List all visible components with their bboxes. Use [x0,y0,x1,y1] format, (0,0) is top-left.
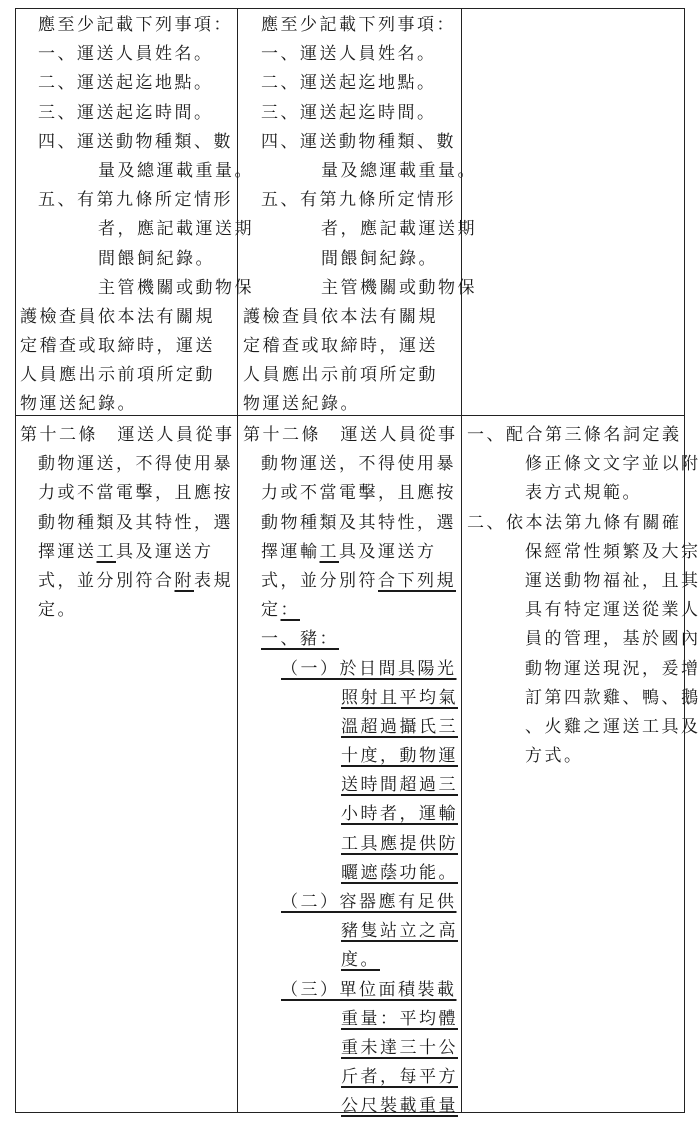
text-line: 主管機關或動物保 [321,277,477,298]
text-line [243,800,460,829]
cell-top-new-text [243,11,477,420]
text-line: 保經常性頻繁及大宗 [525,541,700,562]
text-line [243,1063,460,1092]
text-line: 動物運送，不得使用暴 [38,454,233,475]
amended-text: 工 [319,541,339,562]
cell-article12-old-text [20,421,236,625]
amended-text: 工 [96,541,116,562]
text-line [243,625,460,654]
amended-text: 曬遮蔭功能。 [341,862,458,883]
text-line [243,1034,460,1063]
amended-text: 一、豬： [261,629,339,650]
text-line [243,655,460,684]
text-line: 一、運送人員姓名。 [38,44,214,65]
text-line: 定稽查或取締時，運送 [20,336,215,357]
text-line [243,830,460,859]
cell-article12-explanation [467,421,700,771]
text-line: 擇運送工具及運送方 [38,541,214,562]
comparison-table [15,8,700,1117]
text-line: 間餵飼紀錄。 [98,248,215,269]
amended-text: 重未達三十公 [341,1037,458,1058]
amended-text: 斤者，每平方 [341,1067,458,1088]
text-line: 一、運送人員姓名。 [261,44,437,65]
text-line: 定： [261,600,300,621]
text-line: 力或不當電擊，且應按 [261,483,456,504]
text-line: 護檢查員依本法有關規 [20,306,215,327]
cell-article12-new-text [243,421,460,1122]
text-line: 訂第四款雞、鴨、鵝 [525,687,700,708]
text-line: 力或不當電擊，且應按 [38,483,233,504]
amended-text: 溫超過攝氏三 [341,716,458,737]
text-line: 定稽查或取締時，運送 [243,336,438,357]
text-line: 應至少記載下列事項： [38,15,233,35]
text-line [243,946,460,975]
text-line [243,1092,460,1121]
text-line: 員的管理，基於國內 [525,629,700,650]
text-line: 式，並分別符合下列規 [261,570,456,591]
text-line [243,976,460,1005]
text-line: 人員應出示前項所定動 [20,365,215,386]
amended-text: ： [280,600,300,621]
text-line: 式，並分別符合附表規 [38,570,233,591]
text-line: 定。 [38,600,77,621]
text-line: 三、運送起迄時間。 [261,102,437,123]
text-line: 動物種類及其特性，選 [261,512,456,533]
text-line: 二、運送起迄地點。 [261,73,437,94]
text-line: 者，應記載運送期 [321,219,477,240]
text-line: 動物運送現況，爰增 [525,658,700,679]
text-line: 三、運送起迄時間。 [38,102,214,123]
text-line: 四、運送動物種類、數 [38,131,233,152]
text-line [243,713,460,742]
text-line: 運送動物福祉，且其 [525,570,700,591]
amended-text: 合下列規 [378,570,456,591]
amended-text: 重量：平均體 [341,1008,458,1029]
amended-text: 公尺裝載重量 [341,1096,458,1117]
amended-text: 豬隻站立之高 [341,921,458,942]
amended-text: （二）容器應有足供 [281,892,457,912]
amended-text: 度。 [341,950,380,971]
cell-top-old-text [20,11,254,420]
text-line: 動物種類及其特性，選 [38,512,233,533]
text-line: 五、有第九條所定情形 [261,190,456,211]
text-line: 五、有第九條所定情形 [38,190,233,211]
text-line [243,859,460,888]
text-line: 動物運送，不得使用暴 [261,454,456,475]
text-line: 物運送紀錄。 [20,394,137,415]
text-line: 修正條文文字並以附 [525,454,700,475]
amended-text: 送時間超過三 [341,775,458,796]
text-line [243,684,460,713]
text-line: 方式。 [525,746,584,767]
text-line: 主管機關或動物保 [98,277,254,298]
text-line: 護檢查員依本法有關規 [243,306,438,327]
amended-text: （三）單位面積裝載 [281,979,457,1000]
text-line [243,1005,460,1034]
amended-text: 工具應提供防 [341,833,458,854]
text-line: 第十二條 運送人員從事 [243,425,458,445]
text-line: 具有特定運送從業人 [525,600,700,621]
text-line: 量及總運載重量。 [98,160,254,181]
text-line: 應至少記載下列事項： [261,15,456,35]
text-line: 二、運送起迄地點。 [38,73,214,94]
text-line: 量及總運載重量。 [321,160,477,181]
text-line: 二、依本法第九條有關確 [467,512,682,533]
text-line: 一、配合第三條名詞定義 [467,425,682,445]
text-line: 第十二條 運送人員從事 [20,425,235,445]
text-line: 物運送紀錄。 [243,394,360,415]
text-line [243,888,460,917]
text-line: 擇運輸工具及運送方 [261,541,437,562]
amended-text: 照射且平均氣 [341,687,458,708]
text-line [243,917,460,946]
text-line [243,771,460,800]
text-line: 人員應出示前項所定動 [243,365,438,386]
text-line: 表方式規範。 [525,483,642,504]
amended-text: 小時者，運輸 [341,804,458,825]
text-line: 四、運送動物種類、數 [261,131,456,152]
text-line: 間餵飼紀錄。 [321,248,438,269]
amended-text: 十度，動物運 [341,746,458,767]
text-line [243,742,460,771]
text-line: 者，應記載運送期 [98,219,254,240]
text-line: 、火雞之運送工具及 [525,716,700,737]
amended-text: （一）於日間具陽光 [281,658,457,679]
amended-text: 附 [174,570,194,591]
